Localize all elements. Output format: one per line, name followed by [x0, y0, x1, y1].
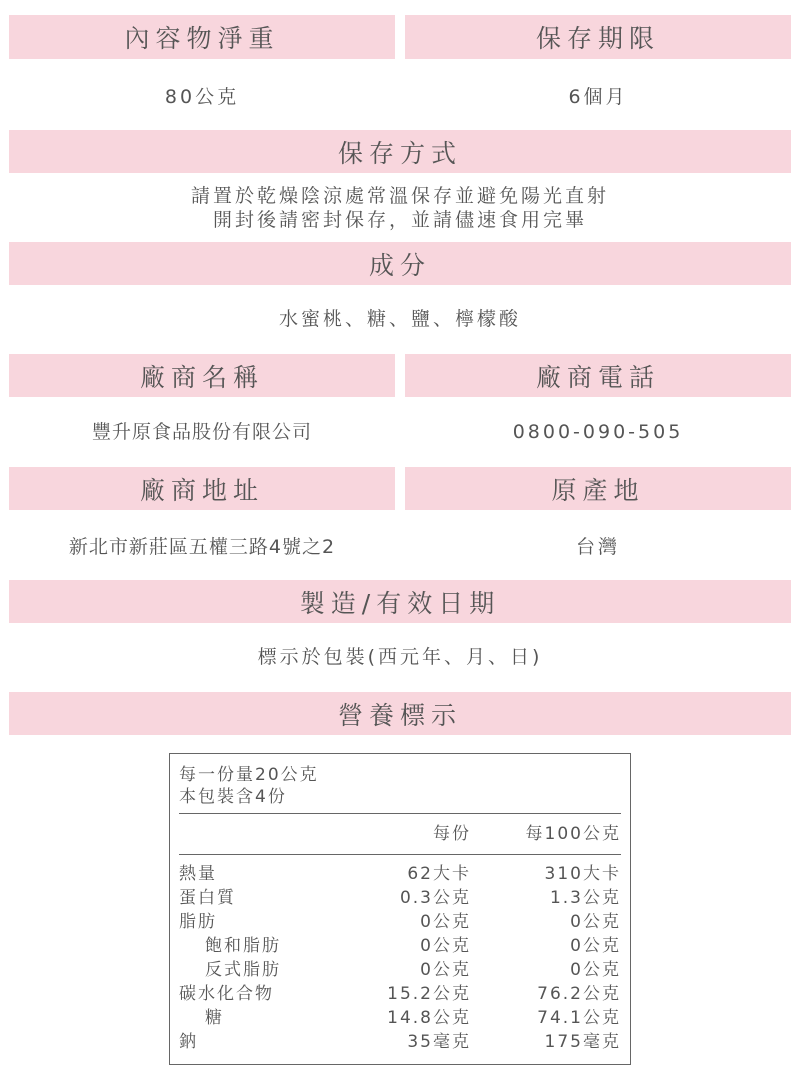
nutrition-header	[9, 692, 791, 735]
col-per-serving: 每份	[433, 824, 471, 844]
net-weight-header	[9, 15, 395, 59]
ingredients-header	[9, 242, 791, 285]
table-row	[179, 862, 621, 886]
net-weight-value: 80公克	[164, 86, 240, 108]
per-serving-value: 0公克	[420, 936, 471, 956]
table-row	[179, 1030, 621, 1054]
table-row	[179, 1006, 621, 1030]
per-100g-value: 0公克	[570, 912, 621, 932]
nutrient-name: 鈉	[179, 1032, 198, 1052]
table-row	[179, 910, 621, 934]
origin-value: 台灣	[575, 536, 620, 558]
origin-label: 原產地	[551, 475, 645, 505]
nutrient-name: 飽和脂肪	[205, 936, 281, 956]
table-row	[179, 886, 621, 910]
storage-line-1: 請置於乾燥陰涼處常溫保存並避免陽光直射	[190, 185, 609, 207]
storage-line-2: 開封後請密封保存，並請儘速食用完畢	[212, 209, 587, 231]
per-serving-value: 15.2公克	[387, 984, 471, 1004]
servings-per-package: 本包裝含4份	[179, 787, 287, 807]
nutrient-name: 熱量	[179, 864, 217, 884]
per-100g-value: 76.2公克	[537, 984, 621, 1004]
per-serving-value: 0公克	[420, 960, 471, 980]
storage-label: 保存方式	[337, 138, 462, 168]
nutrition-facts-table	[169, 753, 631, 1065]
serving-size: 每一份量20公克	[179, 765, 319, 785]
per-serving-value: 14.8公克	[387, 1008, 471, 1028]
maker-address-header	[9, 467, 395, 510]
per-serving-value: 0.3公克	[399, 888, 471, 908]
storage-header	[9, 130, 791, 173]
nutrition-label: 營養標示	[337, 700, 462, 730]
net-weight-label: 內容物淨重	[124, 24, 280, 53]
per-serving-value: 0公克	[420, 912, 471, 932]
table-row	[179, 958, 621, 982]
shelf-life-header	[405, 15, 791, 59]
per-serving-value: 35毫克	[407, 1032, 471, 1052]
maker-phone-value: 0800-090-505	[512, 421, 684, 443]
per-100g-value: 0公克	[570, 936, 621, 956]
date-label: 製造/有效日期	[299, 588, 501, 618]
shelf-life-label: 保存期限	[535, 24, 660, 53]
maker-phone-header	[405, 354, 791, 397]
per-100g-value: 0公克	[570, 960, 621, 980]
shelf-life-value: 6個月	[568, 86, 628, 108]
per-100g-value: 310大卡	[544, 864, 621, 884]
divider-top	[179, 813, 621, 814]
nutrient-name: 糖	[205, 1008, 224, 1028]
maker-name-value: 豐升原食品股份有限公司	[91, 421, 312, 443]
nutrient-name: 脂肪	[179, 912, 217, 932]
column-header-row	[179, 822, 621, 846]
nutrient-name: 反式脂肪	[205, 960, 281, 980]
nutrient-name: 蛋白質	[179, 888, 236, 908]
col-per-100g: 每100公克	[525, 824, 621, 844]
per-100g-value: 1.3公克	[549, 888, 621, 908]
ingredients-label: 成分	[368, 250, 431, 280]
maker-address-label: 廠商地址	[139, 475, 264, 505]
table-row	[179, 982, 621, 1006]
maker-name-label: 廠商名稱	[139, 362, 264, 392]
ingredients-value: 水蜜桃、糖、鹽、檸檬酸	[278, 308, 521, 330]
per-serving-value: 62大卡	[407, 864, 471, 884]
origin-header	[405, 467, 791, 510]
maker-name-header	[9, 354, 395, 397]
nutrition-serving-info	[179, 764, 319, 808]
per-100g-value: 175毫克	[544, 1032, 621, 1052]
nutrient-name: 碳水化合物	[179, 984, 274, 1004]
date-value: 標示於包裝(西元年、月、日)	[257, 646, 543, 668]
maker-phone-label: 廠商電話	[535, 362, 660, 392]
divider-middle	[179, 854, 621, 855]
per-100g-value: 74.1公克	[537, 1008, 621, 1028]
date-header	[9, 580, 791, 623]
maker-address-value: 新北市新莊區五權三路4號之2	[68, 536, 336, 558]
table-row	[179, 934, 621, 958]
